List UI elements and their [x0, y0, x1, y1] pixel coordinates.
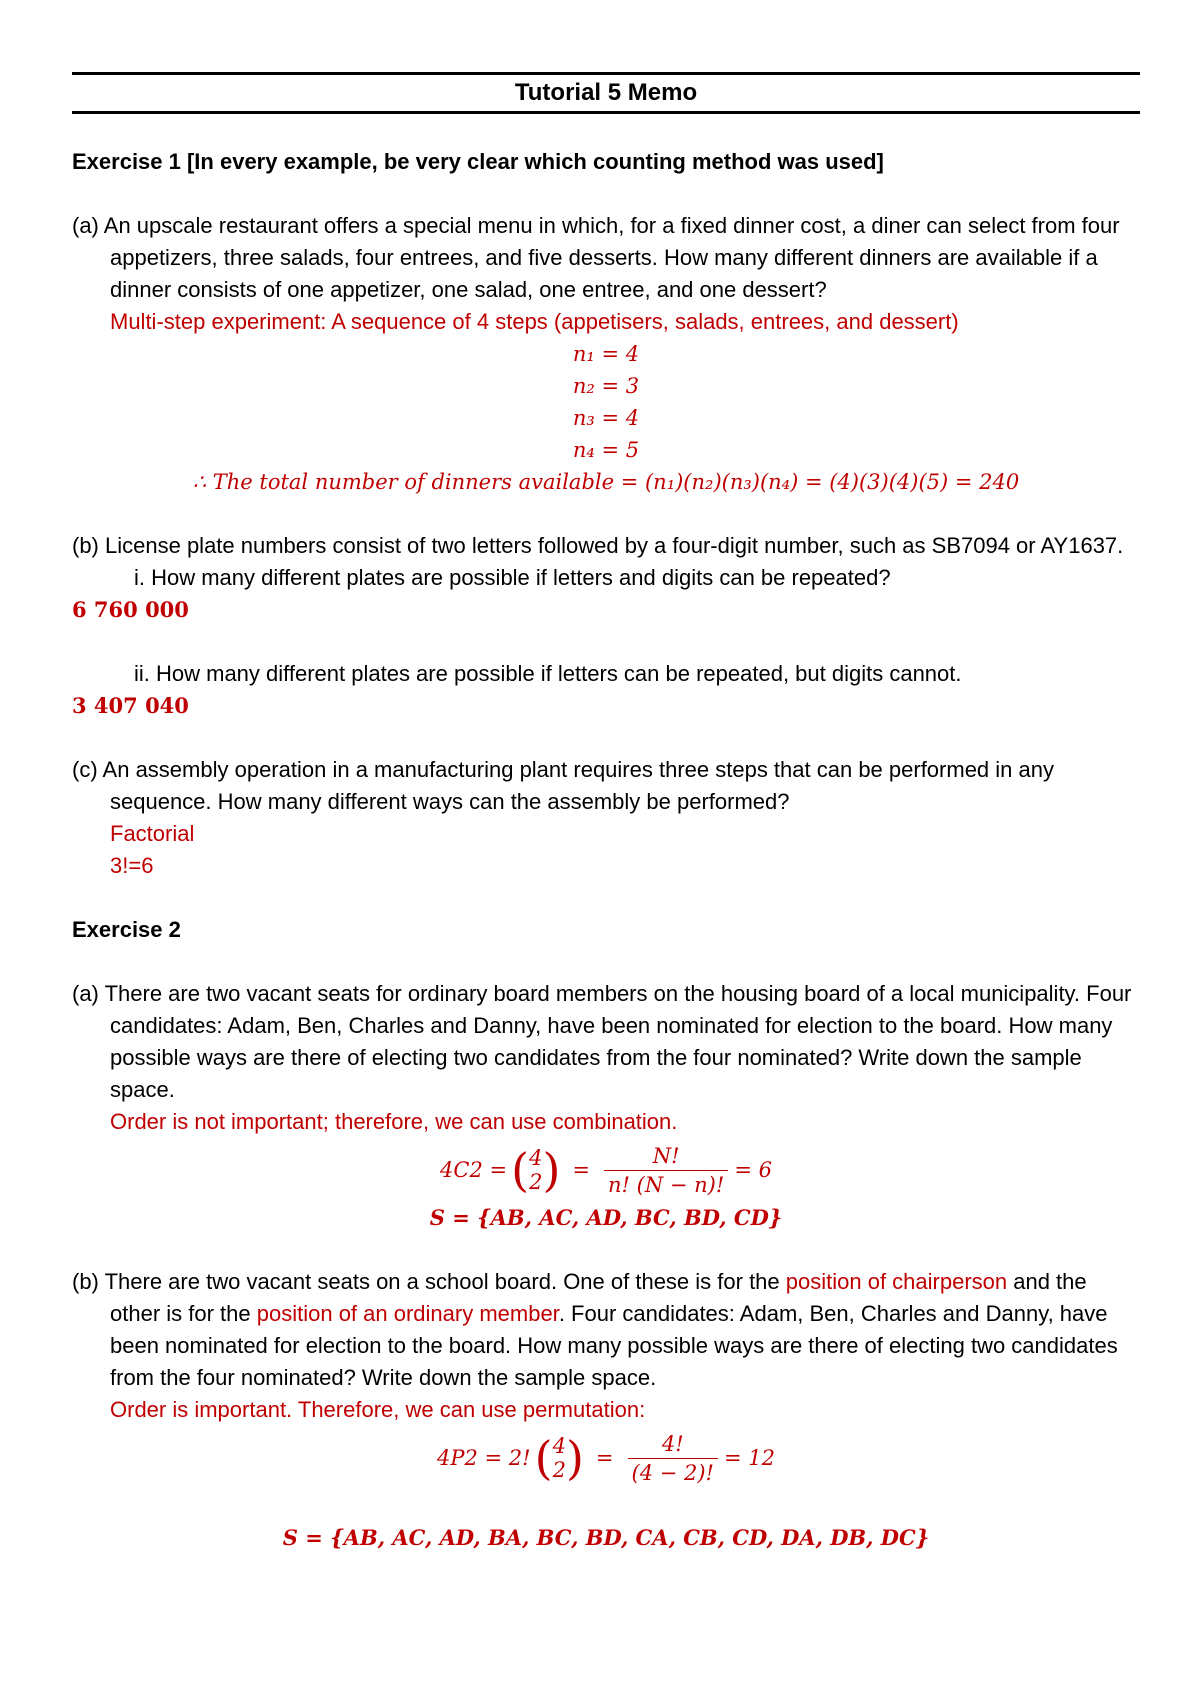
formula-lhs: 4C2 =	[440, 1158, 508, 1182]
highlight-ordinary-member: position of an ordinary member	[256, 1301, 559, 1326]
fraction-numerator: 4!	[628, 1430, 719, 1459]
ex2-a-question: (a) There are two vacant seats for ordinary board members on the housing board of a local municipality. Four candidates: Adam, Ben, Charles and Danny, have been nominated for election to the board. How many possible ways are there of electing two candidates from the four nominated? Write down the sample space.	[72, 981, 1132, 1102]
ex1-a-n4: n₄ = 5	[572, 438, 640, 462]
equals-sign: =	[572, 1158, 590, 1182]
binom-top: 4	[552, 1434, 566, 1458]
spacer	[72, 946, 1140, 978]
spacer	[72, 498, 1140, 530]
binom-bottom: 2	[552, 1458, 566, 1482]
formula-result: = 6	[734, 1158, 772, 1182]
ex1-b-ii-question: ii. How many different plates are possible if letters can be repeated, but digits cannot.	[134, 661, 962, 686]
fraction-denominator: n! (N − n)!	[608, 1172, 725, 1197]
exercise-1-heading: Exercise 1 [In every example, be very clear which counting method was used]	[72, 149, 884, 174]
ex1-a-method: Multi-step experiment: A sequence of 4 steps (appetisers, salads, entrees, and dessert)	[110, 309, 959, 334]
spacer	[72, 114, 1140, 146]
formula-lhs: 4P2 = 2!	[437, 1446, 531, 1470]
spacer	[72, 626, 1140, 658]
spacer	[72, 722, 1140, 754]
binomial-coefficient: ( 4 2 )	[511, 1143, 561, 1197]
ex2-b-method: Order is important. Therefore, we can use permutation:	[110, 1397, 646, 1422]
ex1-a-total: ∴ The total number of dinners available = (n₁)(n₂)(n₃)(n₄) = (4)(3)(4)(5) = 240	[192, 470, 1020, 494]
ex1-a-n3: n₃ = 4	[572, 406, 640, 430]
ex1-a-n2: n₂ = 3	[572, 374, 640, 398]
formula-result: = 12	[724, 1446, 775, 1470]
spacer	[72, 178, 1140, 210]
exercise-2-heading: Exercise 2	[72, 917, 181, 942]
ex2-a-method: Order is not important; therefore, we can use combination.	[110, 1109, 678, 1134]
ex2-b-question: (b) There are two vacant seats on a school board. One of these is for the position of chairperson and the other is for the position of an ordinary member. Four candidates: Adam, Ben, Charles and Danny, have been nominated for election to the board. How many possible ways are there of electing two candidates from the four nominated? Write down the sample space.	[72, 1269, 1118, 1390]
highlight-chairperson: position of chairperson	[785, 1269, 1008, 1294]
fraction	[628, 1430, 719, 1487]
ex2-a-formula	[72, 1138, 1140, 1202]
memo-page	[72, 72, 1140, 1554]
binom-top: 4	[529, 1146, 543, 1170]
ex1-c-answer: 3!=6	[110, 853, 154, 878]
ex1-b-ii-answer: 3 407 040	[72, 693, 189, 718]
fraction-numerator: N!	[604, 1142, 728, 1171]
ex2-b-sample-space: S = {AB, AC, AD, BA, BC, BD, CA, CB, CD, DA, DB, DC}	[282, 1525, 930, 1550]
ex1-a-n1: n₁ = 4	[572, 342, 640, 366]
ex2-b-formula	[72, 1426, 1140, 1490]
ex2-a-sample-space: S = {AB, AC, AD, BC, BD, CD}	[429, 1205, 783, 1230]
page-title: Tutorial 5 Memo	[514, 79, 698, 106]
binomial-coefficient: ( 4 2 )	[534, 1431, 584, 1485]
fraction-denominator: (4 − 2)!	[631, 1460, 714, 1485]
spacer	[72, 1490, 1140, 1522]
equals-sign: =	[595, 1446, 614, 1470]
ex1-c-question: (c) An assembly operation in a manufacturing plant requires three steps that can be performed in any sequence. How many different ways can the assembly be performed?	[72, 757, 1054, 814]
ex1-a-question: (a) An upscale restaurant offers a special menu in which, for a fixed dinner cost, a diner can select from four appetizers, three salads, four entrees, and five desserts. How many different dinners are available if a dinner consists of one appetizer, one salad, one entree, and one dessert?	[72, 213, 1120, 302]
fraction	[604, 1142, 728, 1199]
ex1-b-question: (b) License plate numbers consist of two letters followed by a four-digit number, such as SB7094 or AY1637.	[72, 533, 1124, 558]
binom-bottom: 2	[529, 1170, 543, 1194]
spacer	[72, 882, 1140, 914]
ex1-c-method: Factorial	[110, 821, 195, 846]
ex1-b-i-answer: 6 760 000	[72, 597, 189, 622]
ex1-b-i-question: i. How many different plates are possible if letters and digits can be repeated?	[134, 565, 891, 590]
spacer	[72, 1234, 1140, 1266]
